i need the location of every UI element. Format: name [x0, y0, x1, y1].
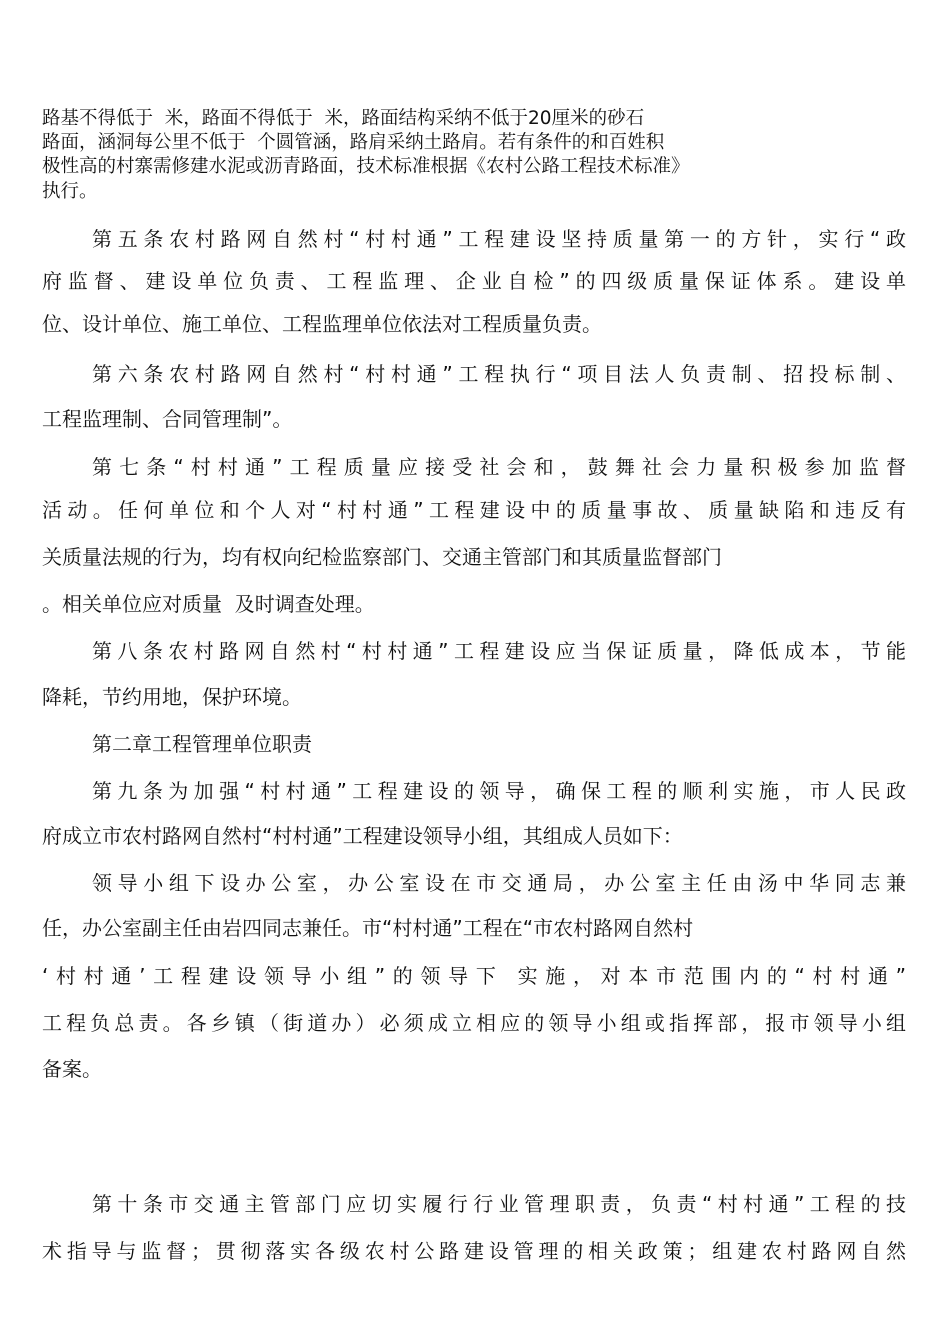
paragraph-line: ‘村村通’工程建设领导小组”的领导下 实施，对本市范围内的“村村通” [42, 964, 906, 988]
paragraph-line: 第六条农村路网自然村“村村通”工程执行“项目法人负责制、招投标制、 [92, 362, 906, 386]
paragraph-line: 府成立市农村路网自然村“村村通”工程建设领导小组，其组成人员如下： [42, 824, 683, 848]
paragraph-line: 府监督、建设单位负责、工程监理、企业自检”的四级质量保证体系。建设单 [42, 269, 906, 293]
paragraph-line: 术指导与监督；贯彻落实各级农村公路建设管理的相关政策；组建农村路网自然 [42, 1239, 906, 1263]
paragraph-line: 路基不得低于 米，路面不得低于 米，路面结构采纳不低于20厘米的砂石 [42, 108, 645, 129]
paragraph-line: 执行。 [42, 181, 98, 202]
paragraph-line: 位、设计单位、施工单位、工程监理单位依法对工程质量负责。 [42, 312, 602, 336]
paragraph-line: 领导小组下设办公室，办公室设在市交通局，办公室主任由汤中华同志兼 [92, 871, 906, 895]
paragraph-line: 第五条农村路网自然村“村村通”工程建设坚持质量第一的方针，实行“政 [92, 227, 906, 251]
paragraph-line: 关质量法规的行为，均有权向纪检监察部门、交通主管部门和其质量监督部门 [42, 545, 722, 569]
paragraph-line: 极性高的村寨需修建水泥或沥青路面，技术标准根据《农村公路工程技术标准》 [42, 156, 690, 177]
paragraph-line: 工程负总责。各乡镇（街道办）必须成立相应的领导小组或指挥部，报市领导小组 [42, 1011, 906, 1035]
chapter-heading: 第二章工程管理单位职责 [92, 732, 312, 756]
paragraph-line: 。相关单位应对质量 及时调查处理。 [42, 592, 375, 616]
paragraph-line: 任，办公室副主任由岩四同志兼任。市“村村通”工程在“市农村路网自然村 [42, 916, 694, 940]
paragraph-line: 工程监理制、合同管理制”。 [42, 407, 293, 431]
paragraph-line: 第九条为加强“村村通”工程建设的领导，确保工程的顺利实施，市人民政 [92, 779, 906, 803]
paragraph-line: 备案。 [42, 1057, 102, 1081]
paragraph-line: 第八条农村路网自然村“村村通”工程建设应当保证质量，降低成本，节能 [92, 639, 906, 663]
paragraph-line: 第七条“村村通”工程质量应接受社会和，鼓舞社会力量积极参加监督 [92, 455, 906, 479]
paragraph-line: 路面，涵洞每公里不低于 个圆管涵，路肩采纳土路肩。若有条件的和百姓积 [42, 132, 665, 153]
paragraph-line: 降耗，节约用地，保护环境。 [42, 685, 302, 709]
paragraph-line: 第十条市交通主管部门应切实履行行业管理职责，负责“村村通”工程的技 [92, 1192, 906, 1216]
paragraph-line: 活动。任何单位和个人对“村村通”工程建设中的质量事故、质量缺陷和违反有 [42, 498, 906, 522]
